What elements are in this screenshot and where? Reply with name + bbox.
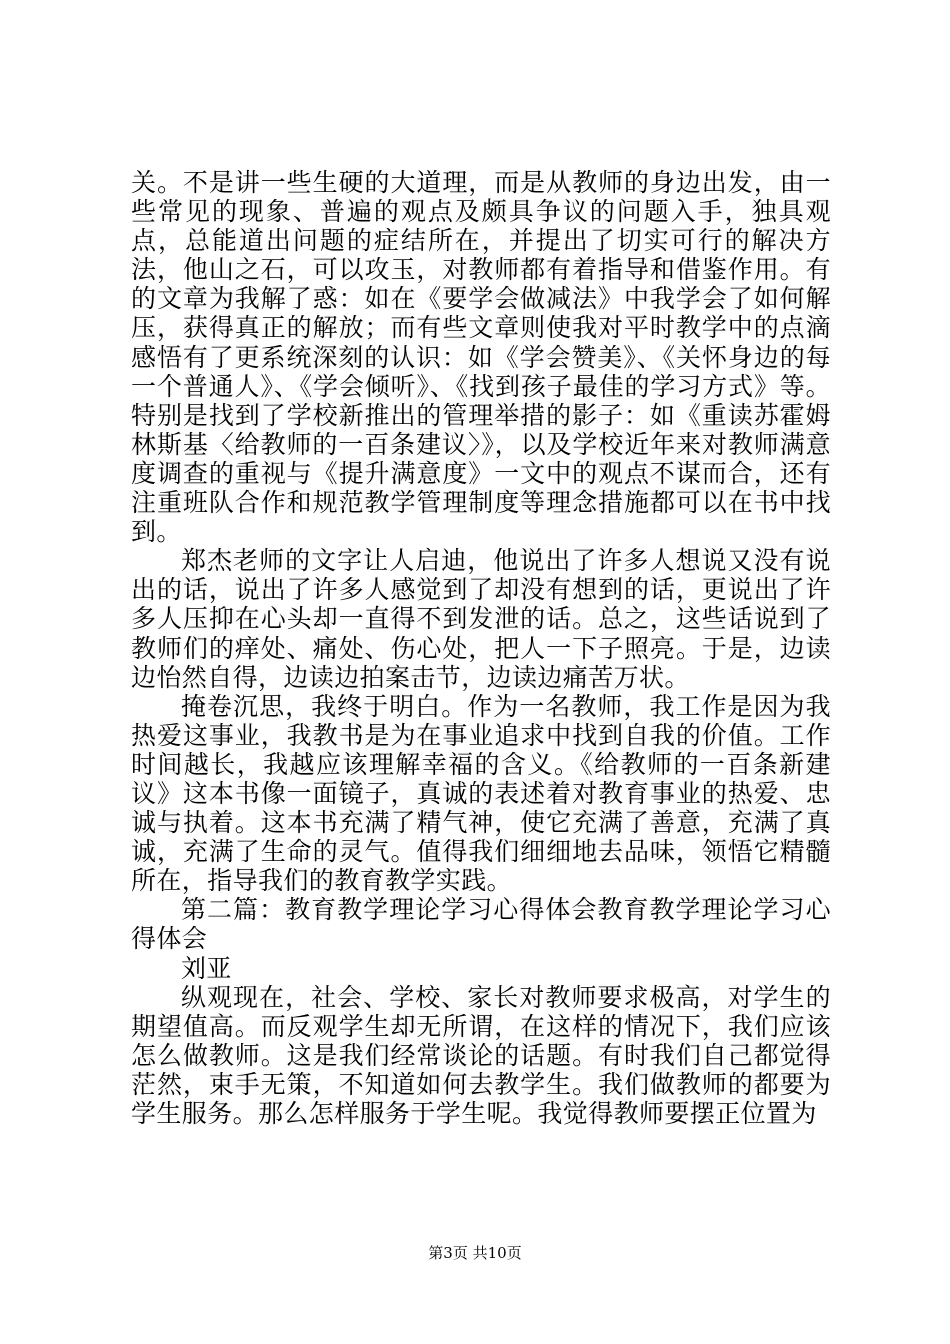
document-body (131, 168, 831, 1128)
paragraph-continuation: 关。不是讲一些生硬的大道理，而是从教师的身边出发，由一些常见的现象、普遍的观点及颇具争议的问题入手，独具观点，总能道出问题的症结所在，并提出了切实可行的解决方法，他山之石，可以攻玉，对教师都有着指导和借鉴作用。有的文章为我解了惑：如在《要学会做减法》中我学会了如何解压，获得真正的解放；而有些文章则使我对平时教学中的点滴感悟有了更系统深刻的认识：如《学会赞美》、《关怀身边的每一个普通人》、《学会倾听》、《找到孩子最佳的学习方式》等。特别是找到了学校新推出的管理举措的影子：如《重读苏霍姆林斯基〈给教师的一百条建议〉》，以及学校近年来对教师满意度调查的重视与《提升满意度》一文中的观点不谋而合，还有注重班队合作和规范教学管理制度等理念措施都可以在书中找到。 (131, 168, 831, 547)
author-name: 刘亚 (181, 953, 232, 983)
page-number-footer: 第3页 共10页 (428, 1244, 522, 1262)
section-heading: 第二篇：教育教学理论学习心得体会教育教学理论学习心得体会 (131, 895, 831, 954)
paragraph-reflection: 掩卷沉思，我终于明白。作为一名教师，我工作是因为我热爱这事业，我教书是为在事业追求中找到自我的价值。工作时间越长，我越应该理解幸福的含义。《给教师的一百条新建议》这本书像一面镜子，真诚的表述着对教育事业的热爱、忠诚与执着。这本书充满了精气神，使它充满了善意，充满了真诚，充满了生命的灵气。值得我们细细地去品味，领悟它精髓所在，指导我们的教育教学实践。 (131, 691, 831, 896)
paragraph-zheng-jie: 郑杰老师的文字让人启迪，他说出了许多人想说又没有说出的话，说出了许多人感觉到了却没有想到的话，更说出了许多人压抑在心头却一直得不到发泄的话。总之，这些话说到了教师们的痒处、痛处、伤心处，把人一下子照亮。于是，边读边怡然自得，边读边拍案击节，边读边痛苦万状。 (131, 546, 831, 692)
paragraph-overview: 纵观现在，社会、学校、家长对教师要求极高，对学生的期望值高。而反观学生却无所谓，在这样的情况下，我们应该怎么做教师。这是我们经常谈论的话题。有时我们自己都觉得茫然，束手无策，不知道如何去教学生。我们做教师的都要为学生服务。那么怎样服务于学生呢。我觉得教师要摆正位置为 (131, 982, 831, 1128)
